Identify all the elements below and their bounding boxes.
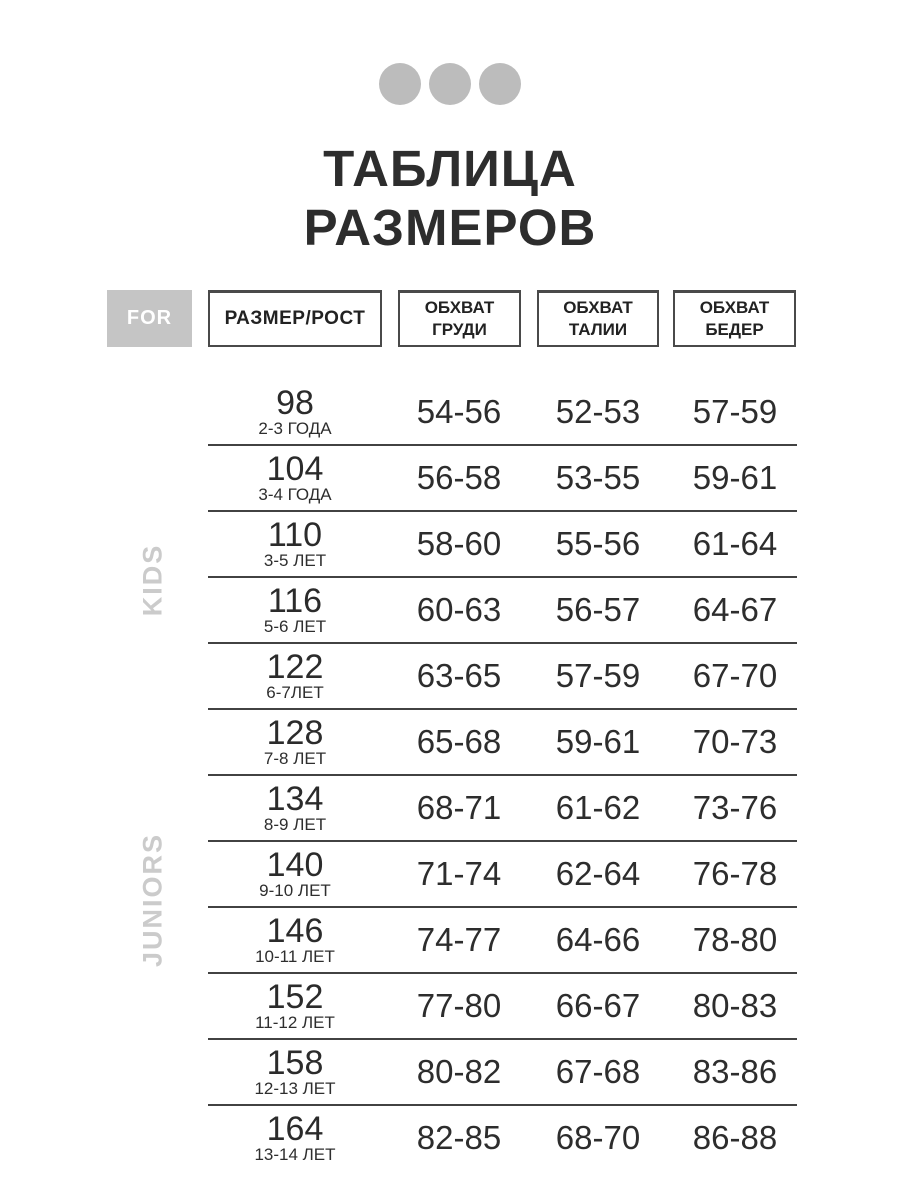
size-cell [208,446,382,510]
age-range: 13-14 ЛЕТ [254,1144,336,1164]
chest-value: 82-85 [416,1119,502,1156]
table-row [208,842,797,908]
waist-value: 56-57 [555,591,641,628]
group-label-juniors: JUNIORS [137,832,168,968]
size-cell [208,842,382,906]
age-range: 12-13 ЛЕТ [254,1078,336,1098]
table-row [208,776,797,842]
size-value: 152 [266,977,324,1016]
waist-value: 62-64 [555,855,641,892]
for-badge: FOR [107,290,192,347]
size-cell [208,644,382,708]
dot-icon [429,63,471,105]
decorative-dots [379,63,521,105]
page-title [0,139,900,257]
chest-value: 54-56 [416,393,502,430]
hips-value: 73-76 [692,789,778,826]
waist-value: 53-55 [555,459,641,496]
hips-value: 70-73 [692,723,778,760]
hips-value: 80-83 [692,987,778,1024]
size-cell [208,710,382,774]
size-cell [208,380,382,444]
age-range: 3-4 ГОДА [258,484,332,504]
size-value: 104 [266,449,324,488]
column-header-waist: ОБХВАТ ТАЛИИ [537,290,659,347]
chest-value: 77-80 [416,987,502,1024]
table-row [208,1040,797,1106]
size-cell [208,776,382,840]
hips-value: 64-67 [692,591,778,628]
age-range: 11-12 ЛЕТ [255,1012,335,1032]
size-value: 140 [266,845,324,884]
hips-value: 59-61 [692,459,778,496]
table-row [208,380,797,446]
age-range: 6-7ЛЕТ [266,682,324,702]
size-value: 116 [267,581,323,620]
chest-value: 60-63 [416,591,502,628]
chest-value: 80-82 [416,1053,502,1090]
group-label-kids: KIDS [137,543,168,617]
hips-value: 76-78 [692,855,778,892]
column-header-size: РАЗМЕР/РОСТ [208,290,382,347]
size-value: 134 [266,779,324,818]
age-range: 10-11 ЛЕТ [255,946,335,966]
table-row [208,710,797,776]
size-cell [208,1106,382,1170]
waist-value: 68-70 [555,1119,641,1156]
size-cell [208,974,382,1038]
chest-value: 74-77 [416,921,502,958]
table-row [208,578,797,644]
page-title-line1: ТАБЛИЦА [323,140,577,197]
chest-value: 71-74 [416,855,502,892]
age-range: 5-6 ЛЕТ [263,616,327,636]
age-range: 3-5 ЛЕТ [263,550,327,570]
chest-value: 65-68 [416,723,502,760]
table-row [208,512,797,578]
age-range: 8-9 ЛЕТ [263,814,327,834]
size-cell [208,1040,382,1104]
size-value: 158 [266,1043,324,1082]
waist-value: 61-62 [555,789,641,826]
chest-value: 58-60 [416,525,502,562]
size-value: 110 [267,515,323,554]
size-value: 98 [276,383,314,422]
size-value: 128 [266,713,324,752]
table-row [208,644,797,710]
size-cell [208,578,382,642]
page-title-line2: РАЗМЕРОВ [303,199,597,256]
age-range: 7-8 ЛЕТ [263,748,327,768]
column-header-chest: ОБХВАТ ГРУДИ [398,290,521,347]
hips-value: 57-59 [692,393,778,430]
size-value: 146 [266,911,324,950]
chest-value: 68-71 [416,789,502,826]
size-value: 122 [266,647,324,686]
hips-value: 83-86 [692,1053,778,1090]
waist-value: 55-56 [555,525,641,562]
column-header-hips: ОБХВАТ БЕДЕР [673,290,796,347]
chest-value: 56-58 [416,459,502,496]
hips-value: 67-70 [692,657,778,694]
waist-value: 66-67 [555,987,641,1024]
dot-icon [379,63,421,105]
hips-value: 78-80 [692,921,778,958]
table-row [208,974,797,1040]
size-cell [208,512,382,576]
waist-value: 57-59 [555,657,641,694]
hips-value: 61-64 [692,525,778,562]
chest-value: 63-65 [416,657,502,694]
waist-value: 67-68 [555,1053,641,1090]
size-value: 164 [266,1109,324,1148]
waist-value: 64-66 [555,921,641,958]
age-range: 2-3 ГОДА [258,418,332,438]
age-range: 9-10 ЛЕТ [259,880,331,900]
size-table-body [208,380,797,1170]
table-row [208,446,797,512]
table-row [208,1106,797,1170]
size-cell [208,908,382,972]
hips-value: 86-88 [692,1119,778,1156]
table-row [208,908,797,974]
waist-value: 52-53 [555,393,641,430]
dot-icon [479,63,521,105]
waist-value: 59-61 [555,723,641,760]
